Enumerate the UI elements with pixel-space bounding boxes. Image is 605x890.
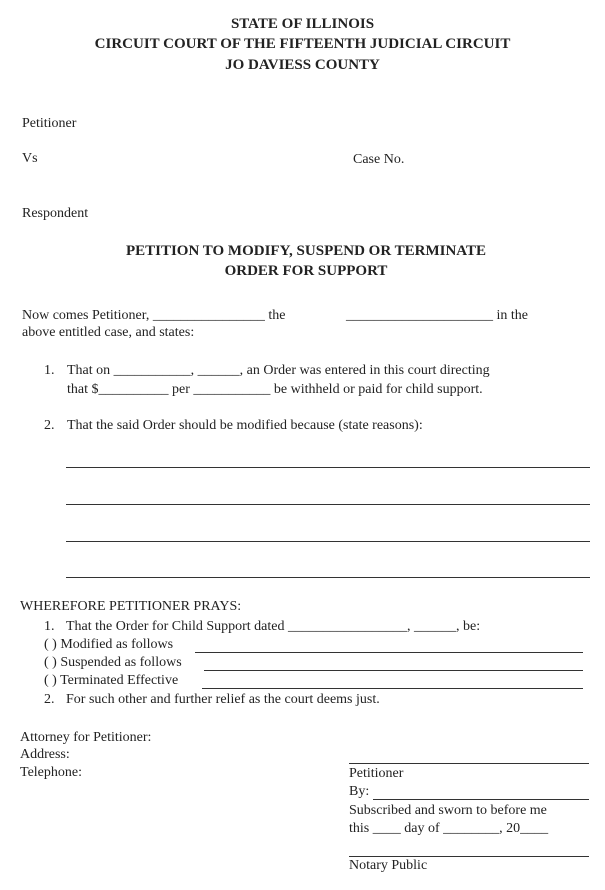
item1-line2: that $__________ per ___________ be withheld or paid for child support. (67, 382, 483, 397)
option-suspended: ( ) Suspended as follows (44, 655, 182, 670)
prayer1-number: 1. (44, 619, 55, 634)
by-label: By: (349, 784, 370, 799)
reason-line-1 (66, 467, 590, 468)
court-state: STATE OF ILLINOIS (230, 16, 375, 32)
sworn-date: this ____ day of ________, 20____ (349, 821, 549, 836)
intro-now-comes: Now comes Petitioner, ________________ the (22, 308, 286, 323)
petition-title-line1: PETITION TO MODIFY, SUSPEND OR TERMINATE (125, 243, 487, 259)
case-number-label: Case No. (353, 152, 405, 167)
vs-label: Vs (22, 151, 38, 166)
court-circuit: CIRCUIT COURT OF THE FIFTEENTH JUDICIAL CIRCUIT (94, 36, 511, 52)
wherefore-heading: WHEREFORE PETITIONER PRAYS: (20, 599, 242, 614)
prayer2-number: 2. (44, 692, 55, 707)
item1-number: 1. (44, 363, 55, 378)
suspended-line (204, 670, 583, 671)
by-line (373, 799, 589, 800)
intro-entitled: above entitled case, and states: (22, 325, 195, 340)
prayer1-text: That the Order for Child Support dated _________________, ______, be: (66, 619, 481, 634)
reason-line-2 (66, 504, 590, 505)
item2-text: That the said Order should be modified because (state reasons): (67, 418, 423, 433)
item2-number: 2. (44, 418, 55, 433)
option-terminated: ( ) Terminated Effective (44, 673, 179, 688)
sworn-text: Subscribed and sworn to before me (349, 803, 547, 818)
respondent-label: Respondent (22, 206, 89, 221)
petitioner-signature-line (349, 763, 589, 764)
item1-line1: That on ___________, ______, an Order was entered in this court directing (67, 363, 490, 378)
petitioner-signature-label: Petitioner (349, 766, 404, 781)
notary-signature-line (349, 856, 589, 857)
petition-title-line2: ORDER FOR SUPPORT (224, 263, 388, 279)
reason-line-4 (66, 577, 590, 578)
address-label: Address: (20, 747, 70, 762)
modified-line (195, 652, 583, 653)
telephone-label: Telephone: (20, 765, 82, 780)
notary-label: Notary Public (349, 858, 428, 873)
petitioner-label: Petitioner (22, 116, 77, 131)
reason-line-3 (66, 541, 590, 542)
option-modified: ( ) Modified as follows (44, 637, 174, 652)
prayer2-text: For such other and further relief as the court deems just. (66, 692, 380, 707)
terminated-line (202, 688, 583, 689)
intro-role-blank: _____________________ in the (346, 308, 528, 323)
attorney-label: Attorney for Petitioner: (20, 730, 152, 745)
court-county: JO DAVIESS COUNTY (225, 57, 380, 73)
